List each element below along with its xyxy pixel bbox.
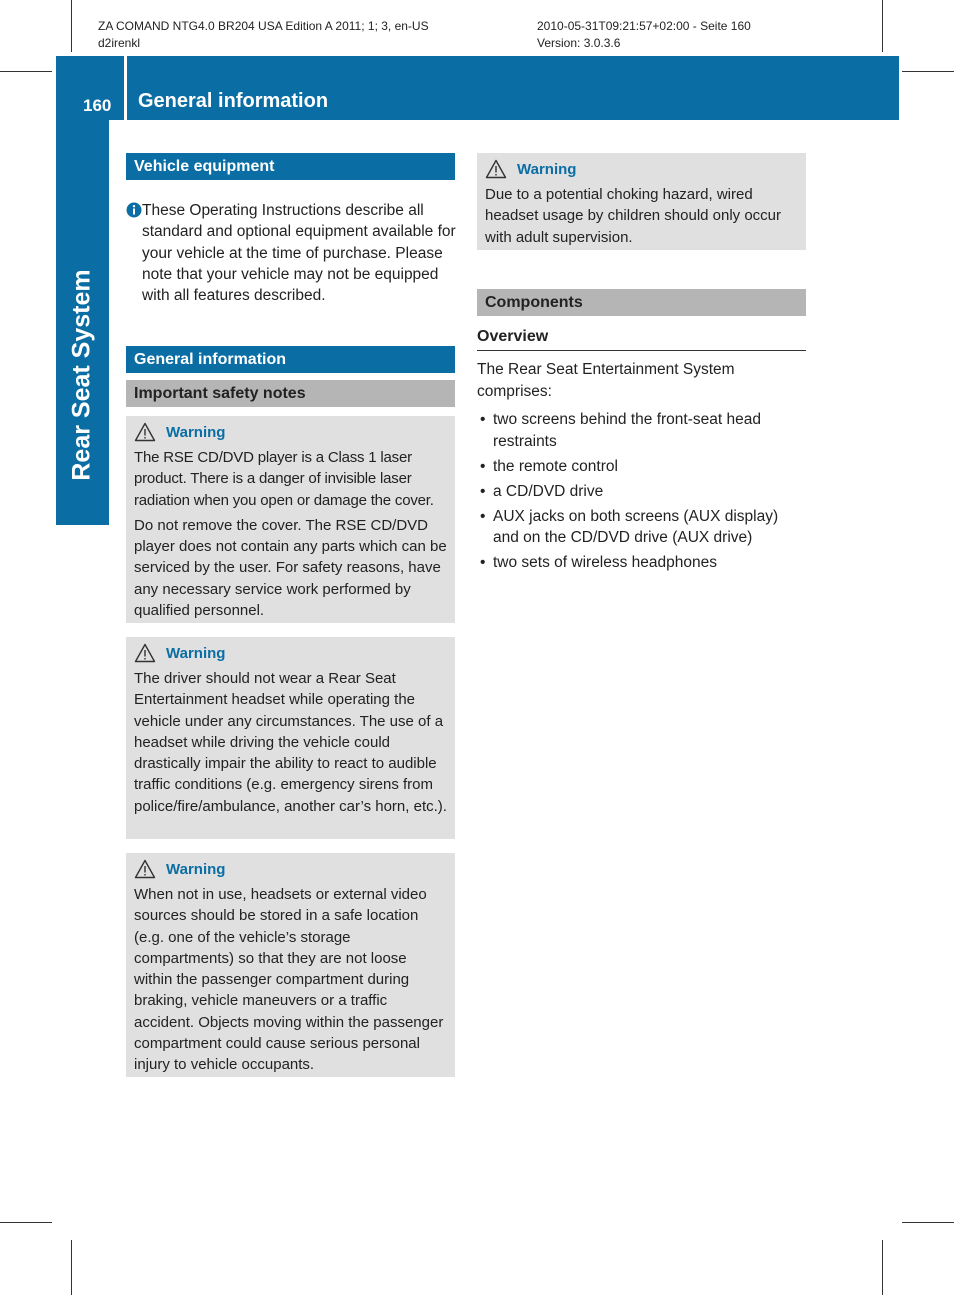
- crop-mark: [0, 1222, 52, 1223]
- warning-text: The RSE CD/DVD player is a Class 1 laser product. There is a danger of invisible laser radiation when you open or damage the cover.: [134, 449, 434, 509]
- warning-text: Do not remove the cover. The RSE CD/DVD player does not contain any parts which can be serviced by the user. For safety reasons, have any necessary service work performed by qualified personnel.: [134, 516, 447, 620]
- warning-triangle-icon: [485, 159, 507, 179]
- overview-rule: [477, 350, 806, 351]
- meta-left-line1: ZA COMAND NTG4.0 BR204 USA Edition A 2011; 1; 3, en-US: [98, 19, 429, 33]
- crop-mark: [71, 1240, 72, 1295]
- general-information-heading: General information: [126, 346, 455, 373]
- overview-intro: The Rear Seat Entertainment System comprises:: [477, 361, 735, 400]
- components-heading: Components: [477, 289, 806, 316]
- warning-title: Warning: [166, 860, 226, 878]
- warning-triangle-icon: [134, 422, 156, 442]
- print-meta-right: [537, 18, 751, 52]
- crop-mark: [0, 71, 52, 72]
- crop-mark: [882, 1240, 883, 1295]
- vehicle-equipment-heading: Vehicle equipment: [126, 153, 455, 180]
- meta-left-line2: d2irenkl: [98, 36, 141, 50]
- crop-mark: [71, 0, 72, 52]
- page-title: General information: [138, 90, 329, 112]
- list-item: • AUX jacks on both screens (AUX display) and on the CD/DVD drive (AUX drive): [477, 506, 807, 549]
- meta-right-line2: Version: 3.0.3.6: [537, 36, 621, 50]
- components-list: [477, 409, 807, 577]
- warning-title: Warning: [166, 423, 226, 441]
- warning-text: When not in use, headsets or external video sources should be stored in a safe location (e.g. one of the vehicle’s storage compartments) so that they are not loose within the passenger compartment during braking, vehicle maneuvers or a traffic accident. Objects moving within the passenger compartment could cause serious personal injury to vehicle occupants.: [134, 886, 444, 1074]
- safety-notes-heading: Important safety notes: [126, 380, 455, 407]
- warning-text: The driver should not wear a Rear Seat Entertainment headset while operating the vehicle under any circumstances. The use of a headset while driving the vehicle could drastically impair the ability to react to audible traffic conditions (e.g. emergency sirens from police/fire/ambulance, another car’s horn, etc.).: [134, 670, 447, 815]
- warning-box: [126, 637, 455, 839]
- list-item: • the remote control: [477, 456, 807, 478]
- warning-triangle-icon: [134, 643, 156, 663]
- crop-mark: [902, 71, 954, 72]
- info-icon: [126, 202, 142, 218]
- print-meta-left: [98, 18, 429, 52]
- meta-right-line1: 2010-05-31T09:21:57+02:00 - Seite 160: [537, 19, 751, 33]
- chapter-tab-label: Rear Seat System: [67, 269, 96, 481]
- header-separator: [124, 56, 127, 120]
- list-item: • two screens behind the front-seat head restraints: [477, 409, 807, 452]
- info-note: [126, 200, 457, 306]
- warning-box: [126, 416, 455, 623]
- crop-mark: [882, 0, 883, 52]
- page-number: 160: [83, 96, 112, 115]
- list-item: • a CD/DVD drive: [477, 481, 807, 503]
- warning-triangle-icon: [134, 859, 156, 879]
- warning-title: Warning: [517, 160, 577, 178]
- overview-heading: Overview: [477, 328, 549, 345]
- list-item: • two sets of wireless headphones: [477, 552, 807, 574]
- info-text: These Operating Instructions describe all standard and optional equipment available for your vehicle at the time of purchase. Please note that your vehicle may not be equipped with all features described.: [142, 202, 456, 305]
- crop-mark: [902, 1222, 954, 1223]
- warning-text: Due to a potential choking hazard, wired headset usage by children should only occur with adult supervision.: [485, 186, 782, 246]
- warning-title: Warning: [166, 644, 226, 662]
- warning-box: [126, 853, 455, 1077]
- warning-box: [477, 153, 806, 250]
